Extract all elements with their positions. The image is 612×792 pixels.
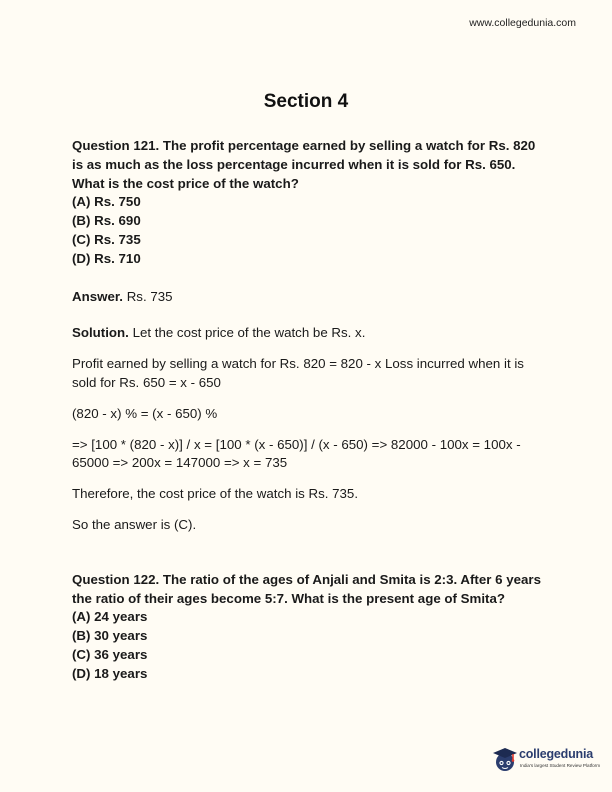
question-122-text: Question 122. The ratio of the ages of Anjali and Smita is 2:3. After 6 years the ratio of their ages become 5:7. What is the present age of Smita? <box>72 571 541 606</box>
solution-label: Solution. <box>72 325 129 341</box>
answer-121 <box>72 288 550 307</box>
option-122-c: (C) 36 years <box>72 646 148 662</box>
answer-value: Rs. 735 <box>126 288 173 304</box>
question-121-text: Question 121. The profit percentage earned by selling a watch for Rs. 820 is as much as the loss percentage incurred when it is sold for Rs. 650. What is the cost price of the watch? <box>72 138 536 191</box>
option-121-d: (D) Rs. 710 <box>72 250 141 266</box>
logo-name: collegedunia <box>519 747 594 761</box>
header-url: www.collegedunia.com <box>469 17 576 29</box>
answer-label: Answer. <box>72 288 123 304</box>
collegedunia-logo <box>492 744 600 778</box>
solution-step-2: (820 - x) % = (x - 650) % <box>72 405 218 421</box>
option-122-d: (D) 18 years <box>72 665 148 681</box>
solution-step-3: => [100 * (820 - x)] / x = [100 * (x - 650)] / (x - 650) => 82000 - 100x = 100x - 65000 => 200x = 147000 => x = 735 <box>72 436 521 471</box>
solution-final: So the answer is (C). <box>72 516 197 532</box>
main-content <box>72 137 550 684</box>
option-121-a: (A) Rs. 750 <box>72 194 141 210</box>
question-121-options <box>72 193 550 268</box>
option-121-c: (C) Rs. 735 <box>72 231 141 247</box>
solution-121-intro <box>72 324 550 343</box>
solution-intro-text: Let the cost price of the watch be Rs. x. <box>132 325 366 341</box>
solution-conclusion: Therefore, the cost price of the watch is Rs. 735. <box>72 486 359 502</box>
option-121-b: (B) Rs. 690 <box>72 213 141 229</box>
option-122-a: (A) 24 years <box>72 609 148 625</box>
option-122-b: (B) 30 years <box>72 628 148 644</box>
question-122-options <box>72 608 550 683</box>
page-title: Section 4 <box>263 91 349 112</box>
solution-step-1: Profit earned by selling a watch for Rs. 820 = 820 - x Loss incurred when it is sold for Rs. 650 = x - 650 <box>72 356 524 390</box>
logo-tagline: India's largest Student Review Platform <box>520 763 601 768</box>
graduation-cap-logo-icon <box>492 746 518 774</box>
